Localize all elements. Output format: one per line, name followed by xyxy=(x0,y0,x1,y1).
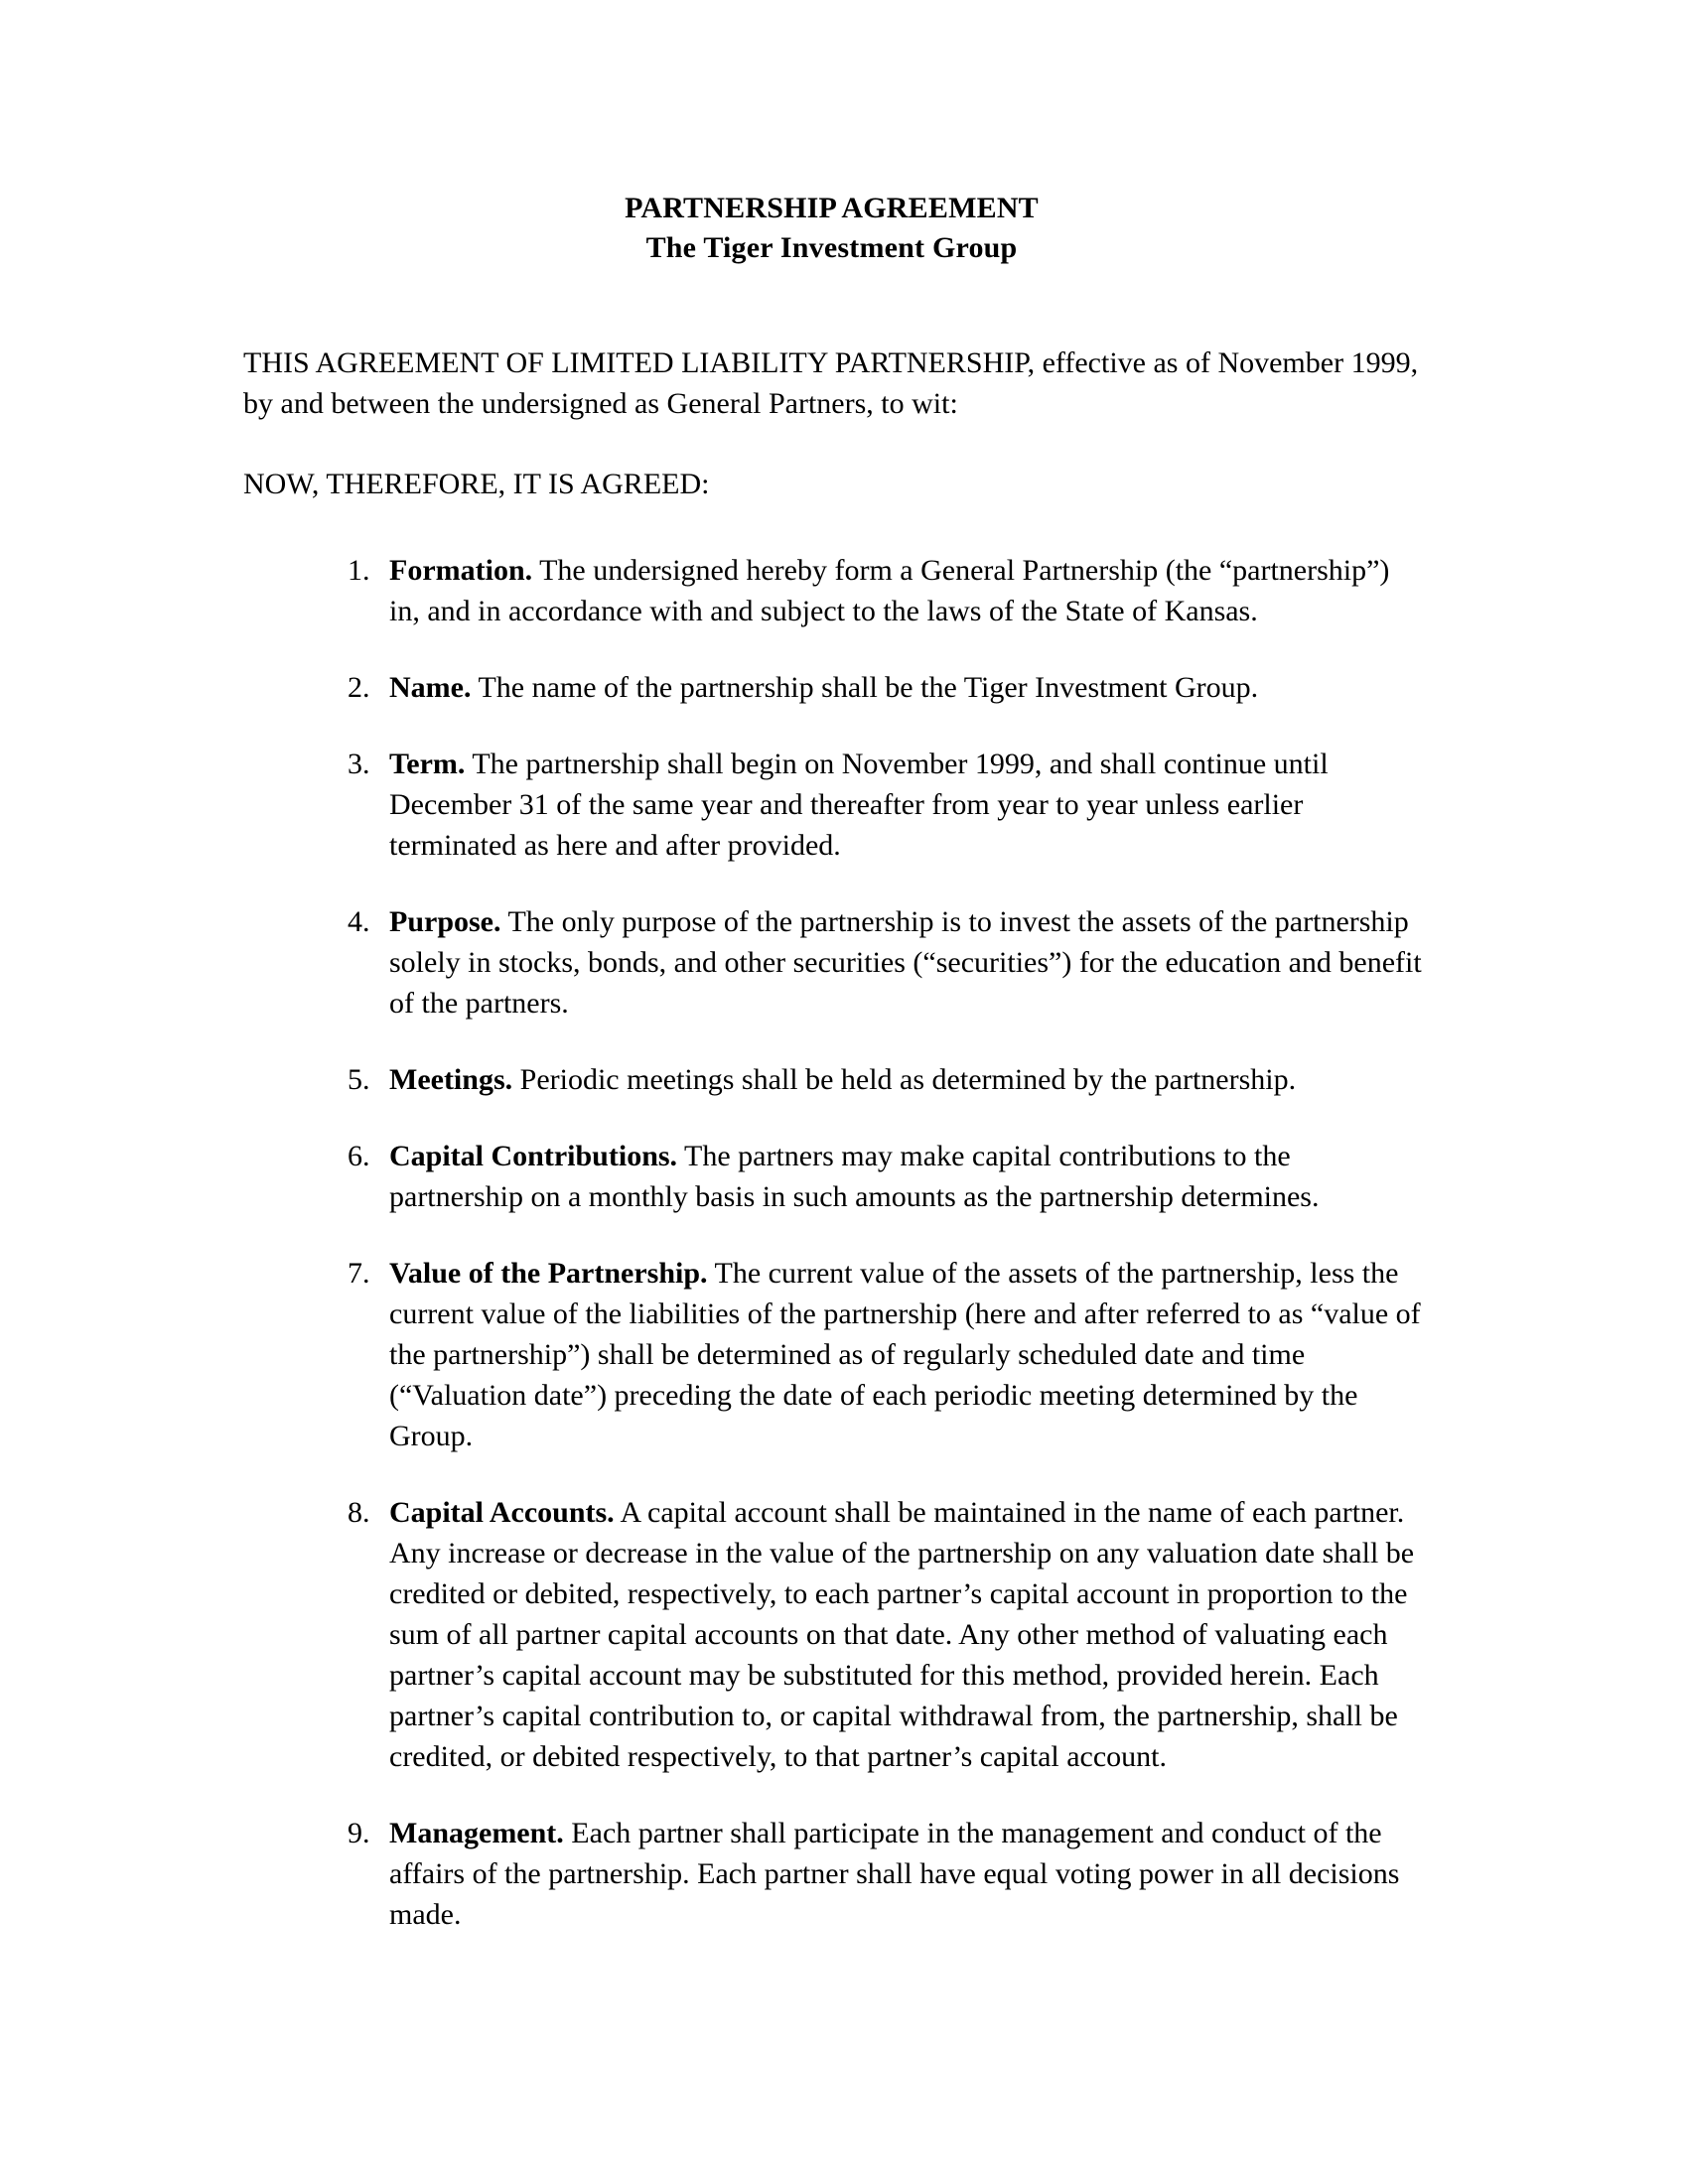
clause-item xyxy=(243,1136,1425,1217)
clause-number: 2. xyxy=(348,671,370,704)
clause-text: The partnership shall begin on November 1999, and shall continue until December 31 of the same year and thereafter from year to year unless earlier terminated as here and after provided. xyxy=(389,748,1329,862)
clause-heading: Formation. xyxy=(389,554,533,587)
clause-number: 9. xyxy=(348,1817,370,1849)
clause-item xyxy=(243,667,1425,708)
clause-text: Periodic meetings shall be held as determined by the partnership. xyxy=(512,1063,1297,1096)
clause-item xyxy=(243,744,1425,866)
clause-text: A capital account shall be maintained in the name of each partner. Any increase or decrease in the value of the partnership on any valuation date shall be credited or debited, respectively, to each partner’s capital account in proportion to the sum of all partner capital accounts on that date. Any other method of valuating each partner’s capital account may be substituted for this method, provided herein. Each partner’s capital contribution to, or capital withdrawal from, the partnership, shall be credited, or debited respectively, to that partner’s capital account. xyxy=(389,1496,1415,1773)
intro-paragraph: THIS AGREEMENT OF LIMITED LIABILITY PARTNERSHIP, effective as of November 1999, by and between the undersigned as General Partners, to wit: xyxy=(243,346,1419,420)
clause-heading: Purpose. xyxy=(389,905,501,938)
clause-text: The partners may make capital contributions to the partnership on a monthly basis in such amounts as the partnership determines. xyxy=(389,1140,1320,1213)
title-block xyxy=(243,189,1420,268)
clause-number: 8. xyxy=(348,1496,370,1529)
clause-number: 7. xyxy=(348,1257,370,1290)
clause-number: 1. xyxy=(348,554,370,587)
page-title: PARTNERSHIP AGREEMENT xyxy=(625,192,1039,224)
clause-list xyxy=(243,550,1425,1935)
clause-item xyxy=(243,550,1425,631)
clause-item xyxy=(243,1253,1425,1456)
clause-item xyxy=(243,1492,1425,1777)
clause-heading: Capital Contributions. xyxy=(389,1140,678,1172)
clause-heading: Term. xyxy=(389,748,466,780)
clause-text: The only purpose of the partnership is to invest the assets of the partnership solely in stocks, bonds, and other securities (“securities”) for the education and benefit of the partners. xyxy=(389,905,1422,1020)
page-subtitle: The Tiger Investment Group xyxy=(645,231,1018,264)
clause-text: The undersigned hereby form a General Partnership (the “partnership”) in, and in accordance with and subject to the laws of the State of Kansas. xyxy=(389,554,1390,627)
clause-text: The name of the partnership shall be the Tiger Investment Group. xyxy=(471,671,1259,704)
clause-number: 5. xyxy=(348,1063,370,1096)
clause-heading: Name. xyxy=(389,671,472,704)
clause-heading: Meetings. xyxy=(389,1063,513,1096)
clause-item xyxy=(243,1059,1425,1100)
clause-number: 6. xyxy=(348,1140,370,1172)
clause-item xyxy=(243,1813,1425,1935)
clause-heading: Capital Accounts. xyxy=(389,1496,615,1529)
clause-text: The current value of the assets of the partnership, less the current value of the liabilities of the partnership (here and after referred to as “value of the partnership”) shall be determined as of regularly scheduled date and time (“Valuation date”) preceding the date of each periodic meeting determined by the Group. xyxy=(389,1257,1421,1452)
agreed-line: NOW, THEREFORE, IT IS AGREED: xyxy=(243,468,710,500)
clause-text: Each partner shall participate in the management and conduct of the affairs of the partnership. Each partner shall have equal voting power in all decisions made. xyxy=(389,1817,1400,1931)
clause-heading: Management. xyxy=(389,1817,564,1849)
document-body xyxy=(243,342,1425,1935)
clause-heading: Value of the Partnership. xyxy=(389,1257,708,1290)
clause-number: 3. xyxy=(348,748,370,780)
clause-number: 4. xyxy=(348,905,370,938)
clause-item xyxy=(243,901,1425,1024)
